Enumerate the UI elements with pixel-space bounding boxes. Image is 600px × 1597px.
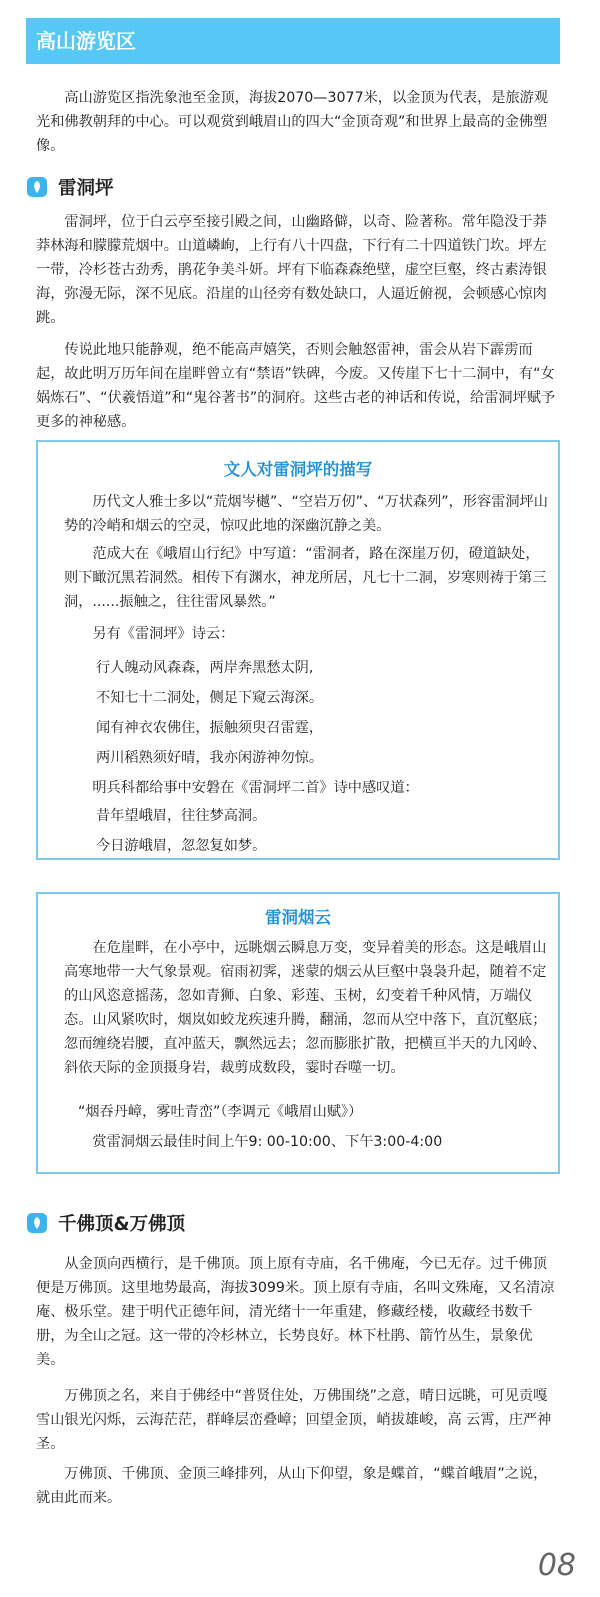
best-time-line: 赏雷洞烟云最佳时间上午9: 00-10:00、下午3:00-4:00 bbox=[92, 1134, 443, 1150]
poem-line: 昔年望峨眉，往往梦高洞。 bbox=[96, 808, 267, 824]
box-paragraph: 范成大在《峨眉山行纪》中写道：“雷洞者，路在深崖万仞，磴道缺处，则下瞰沉黑若洞然。相传下有渊水，神龙所居，凡七十二洞，岁寒则祷于第三洞，......振触之，往往雷风暴然。” bbox=[64, 546, 547, 610]
poem-line: 闻有神衣农佛住，振触须臾召雷霆， bbox=[96, 720, 324, 736]
qianfoding-paragraph-3: 万佛顶、千佛顶、金顶三峰排列，从山下仰望，象是蝶首，“蝶首峨眉”之说，就由此而来。 bbox=[36, 1466, 548, 1506]
box-paragraph: 在危崖畔，在小亭中，远眺烟云瞬息万变，变异着美的形态。这是峨眉山高寒地带一大气象景观。宿雨初霁，迷蒙的烟云从巨壑中袅袅升起，随着不定的山风恣意摇荡，忽如青狮、白象、彩莲、玉树，幻变着千种风情，万端仪态。山风紧吹时，烟岚如蛟龙疾速升腾，翻涌，忽而从空中落下，直沉壑底；忽而缠绕岩腰，直冲蓝天，飘然远去；忽而膨胀扩散，把横亘半天的九冈岭、斜依天际的金顶摄身岩，裁剪成数段，霎时吞噬一切。 bbox=[64, 940, 547, 1076]
box-paragraph: 另有《雷洞坪》诗云： bbox=[92, 626, 235, 642]
section-banner bbox=[26, 18, 560, 64]
flower-bullet-icon bbox=[26, 176, 48, 198]
poem-line: 今日游峨眉，忽忽复如梦。 bbox=[96, 838, 267, 854]
poem-line: 行人魄动风森森，两岸奔黑愁太阴, bbox=[96, 660, 314, 676]
poem-line: 两川稻熟须好晴，我亦闲游神勿惊。 bbox=[96, 750, 324, 766]
page-number: 08 bbox=[537, 1548, 576, 1583]
box-title: 雷洞烟云 bbox=[265, 908, 331, 927]
box-paragraph: 历代文人雅士多以“荒烟岑樾”、“空岩万仞”、“万状森列”，形容雷洞坪山势的冷峭和烟云的空灵，惊叹此地的深幽沉静之美。 bbox=[64, 494, 548, 534]
flower-bullet-icon bbox=[26, 1212, 48, 1234]
box-paragraph: 明兵科都给事中安磐在《雷洞坪二首》诗中感叹道： bbox=[92, 780, 419, 796]
leidongping-paragraph-2: 传说此地只能静观，绝不能高声嬉笑，否则会触怒雷神，雷会从岩下霹雳而起，故此明万历年间在崖畔曾立有“禁语”铁碑，今废。又传崖下七十二洞中，有“女娲炼石”、“伏羲悟道”和“鬼谷著书”的洞府。这些古老的神话和传说，给雷洞坪赋予更多的神秘感。 bbox=[36, 342, 556, 430]
thunder-cave-clouds-box bbox=[36, 892, 560, 1174]
section-heading-leidongping bbox=[26, 172, 114, 202]
poem-line: 不知七十二洞处，侧足下窥云海深。 bbox=[96, 690, 324, 706]
section-title: 千佛顶&万佛顶 bbox=[58, 1214, 186, 1235]
box-title: 文人对雷洞坪的描写 bbox=[223, 460, 373, 479]
section-title: 雷洞坪 bbox=[58, 178, 114, 199]
qianfoding-paragraph-2: 万佛顶之名，来自于佛经中“普贤住处，万佛围绕”之意，晴日远眺，可见贡嘎雪山银光闪烁，云海茫茫，群峰层峦叠嶂；回望金顶，峭拔雄峻，高 云霄，庄严神圣。 bbox=[36, 1388, 552, 1452]
quote-line: “烟吞丹嶂，雾吐青峦”（李调元《峨眉山赋》） bbox=[78, 1104, 363, 1120]
intro-paragraph: 高山游览区指洗象池至金顶，海拔2070—3077米，以金顶为代表，是旅游观光和佛教朝拜的中心。可以观赏到峨眉山的四大“金顶奇观”和世界上最高的金佛塑像。 bbox=[36, 90, 549, 154]
qianfoding-paragraph-1: 从金顶向西横行，是千佛顶。顶上原有寺庙，名千佛庵，今已无存。过千佛顶便是万佛顶。这里地势最高，海拔3099米。顶上原有寺庙，名叫文殊庵，又名清凉庵、极乐堂。建于明代正德年间，清光绪十一年重建，修藏经楼，收藏经书数千册，为全山之冠。这一带的冷杉林立，长势良好。林下杜鹃、箭竹丛生，景象优美。 bbox=[36, 1256, 555, 1368]
section-heading-qianfoding bbox=[26, 1208, 185, 1238]
banner-title: 高山游览区 bbox=[36, 29, 136, 53]
leidongping-paragraph-1: 雷洞坪，位于白云亭至接引殿之间，山幽路僻，以奇、险著称。常年隐没于莽莽林海和朦朦荒烟中。山道嶙峋，上行有八十四盘，下行有二十四道铁门坎。坪左一带，冷杉苍古劲秀，鹃花争美斗妍。坪有下临森森绝壁，虚空巨壑，终古素涛银海，弥漫无际，深不见底。沿崖的山径旁有数处缺口，人逼近俯视，会顿感心惊肉跳。 bbox=[36, 214, 547, 326]
literati-description-box bbox=[36, 440, 560, 860]
